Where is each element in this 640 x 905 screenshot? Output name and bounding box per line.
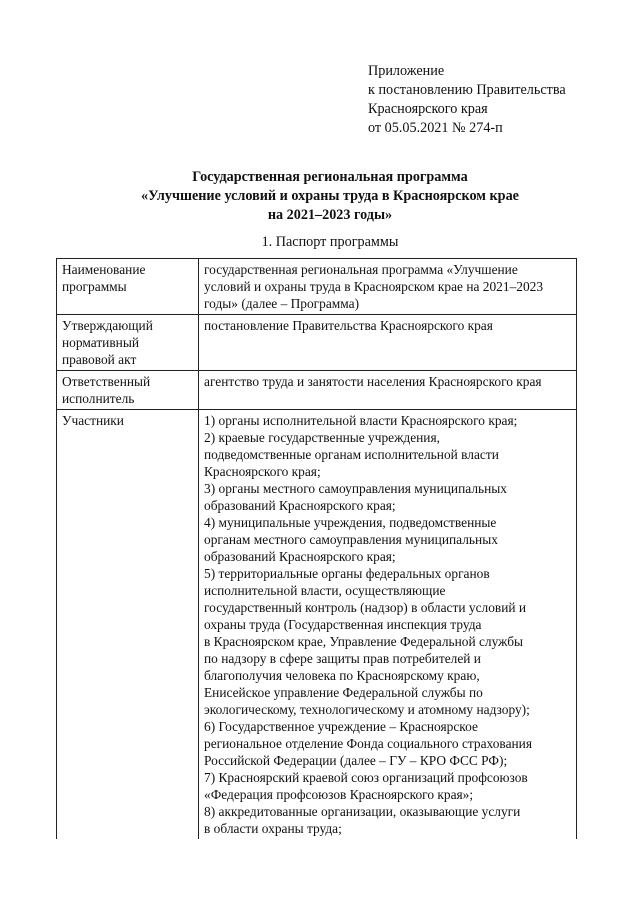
value-line: подведомственные органам исполнительной власти xyxy=(204,447,499,462)
value-line: условий и охраны труда в Красноярском крае на 2021–2023 xyxy=(204,279,544,294)
label-line: Ответственный xyxy=(62,374,151,389)
value-line: 5) территориальные органы федеральных органов xyxy=(204,566,490,581)
title-line: Государственная региональная программа xyxy=(192,169,468,185)
label-line: правовой акт xyxy=(62,352,137,367)
value-line: образований Красноярского края; xyxy=(204,498,396,513)
appendix-line: Красноярского края xyxy=(368,101,488,117)
value-line: Енисейское управление Федеральной службы по xyxy=(204,685,483,700)
row-value-cell xyxy=(199,259,577,315)
value-line: Красноярского края; xyxy=(204,464,321,479)
section-title: 1. Паспорт программы xyxy=(261,234,399,250)
value-line: годы» (далее – Программа) xyxy=(204,296,360,311)
label-line: Утверждающий xyxy=(62,318,153,333)
value-line: 7) Красноярский краевой союз организаций профсоюзов xyxy=(204,770,528,785)
label-line: нормативный xyxy=(62,335,140,350)
passport-table xyxy=(56,258,577,839)
value-line: по надзору в сфере защиты прав потребителей и xyxy=(204,651,481,666)
appendix-header xyxy=(368,62,566,138)
value-line: постановление Правительства Красноярского края xyxy=(204,318,493,333)
label-line: Наименование xyxy=(62,262,146,277)
value-line: экологическому, технологическому и атомному надзору); xyxy=(204,702,530,717)
value-line: охраны труда (Государственная инспекция труда xyxy=(204,617,482,632)
value-line: органам местного самоуправления муниципальных xyxy=(204,532,498,547)
row-value-cell xyxy=(199,371,577,410)
table-row xyxy=(57,410,577,840)
label-line: программы xyxy=(62,279,127,294)
document-title xyxy=(40,168,620,225)
value-line: государственная региональная программа «Улучшение xyxy=(204,262,518,277)
row-value-cell xyxy=(199,315,577,371)
value-line: в Красноярском крае, Управление Федеральной службы xyxy=(204,634,524,649)
value-line: «Федерация профсоюзов Красноярского края»; xyxy=(204,787,474,802)
value-line: государственный контроль (надзор) в области условий и xyxy=(204,600,527,615)
value-line: благополучия человека по Красноярскому краю, xyxy=(204,668,480,683)
value-line: образований Красноярского края; xyxy=(204,549,396,564)
table-row xyxy=(57,315,577,371)
appendix-line: к постановлению Правительства xyxy=(368,82,566,98)
value-line: агентство труда и занятости населения Красноярского края xyxy=(204,374,542,389)
value-line: в области охраны труда; xyxy=(204,821,342,836)
row-label-cell xyxy=(57,371,199,410)
label-line: исполнитель xyxy=(62,391,135,406)
value-line: 8) аккредитованные организации, оказывающие услуги xyxy=(204,804,521,819)
value-line: 3) органы местного самоуправления муниципальных xyxy=(204,481,507,496)
row-value-cell xyxy=(199,410,577,840)
row-label-cell xyxy=(57,410,199,840)
value-line: 6) Государственное учреждение – Красноярское xyxy=(204,719,478,734)
label-line: Участники xyxy=(62,413,124,428)
value-line: региональное отделение Фонда социального страхования xyxy=(204,736,533,751)
appendix-line: Приложение xyxy=(368,63,445,79)
value-line: 2) краевые государственные учреждения, xyxy=(204,430,440,445)
value-line: Российской Федерации (далее – ГУ – КРО ФСС РФ); xyxy=(204,753,508,768)
value-line: 1) органы исполнительной власти Красноярского края; xyxy=(204,413,518,428)
value-line: 4) муниципальные учреждения, подведомственные xyxy=(204,515,497,530)
value-line: исполнительной власти, осуществляющие xyxy=(204,583,446,598)
title-line: на 2021–2023 годы» xyxy=(267,207,393,223)
appendix-line: от 05.05.2021 № 274-п xyxy=(368,120,503,136)
row-label-cell xyxy=(57,259,199,315)
table-row xyxy=(57,259,577,315)
table-row xyxy=(57,371,577,410)
row-label-cell xyxy=(57,315,199,371)
title-line: «Улучшение условий и охраны труда в Красноярском крае xyxy=(141,188,519,204)
